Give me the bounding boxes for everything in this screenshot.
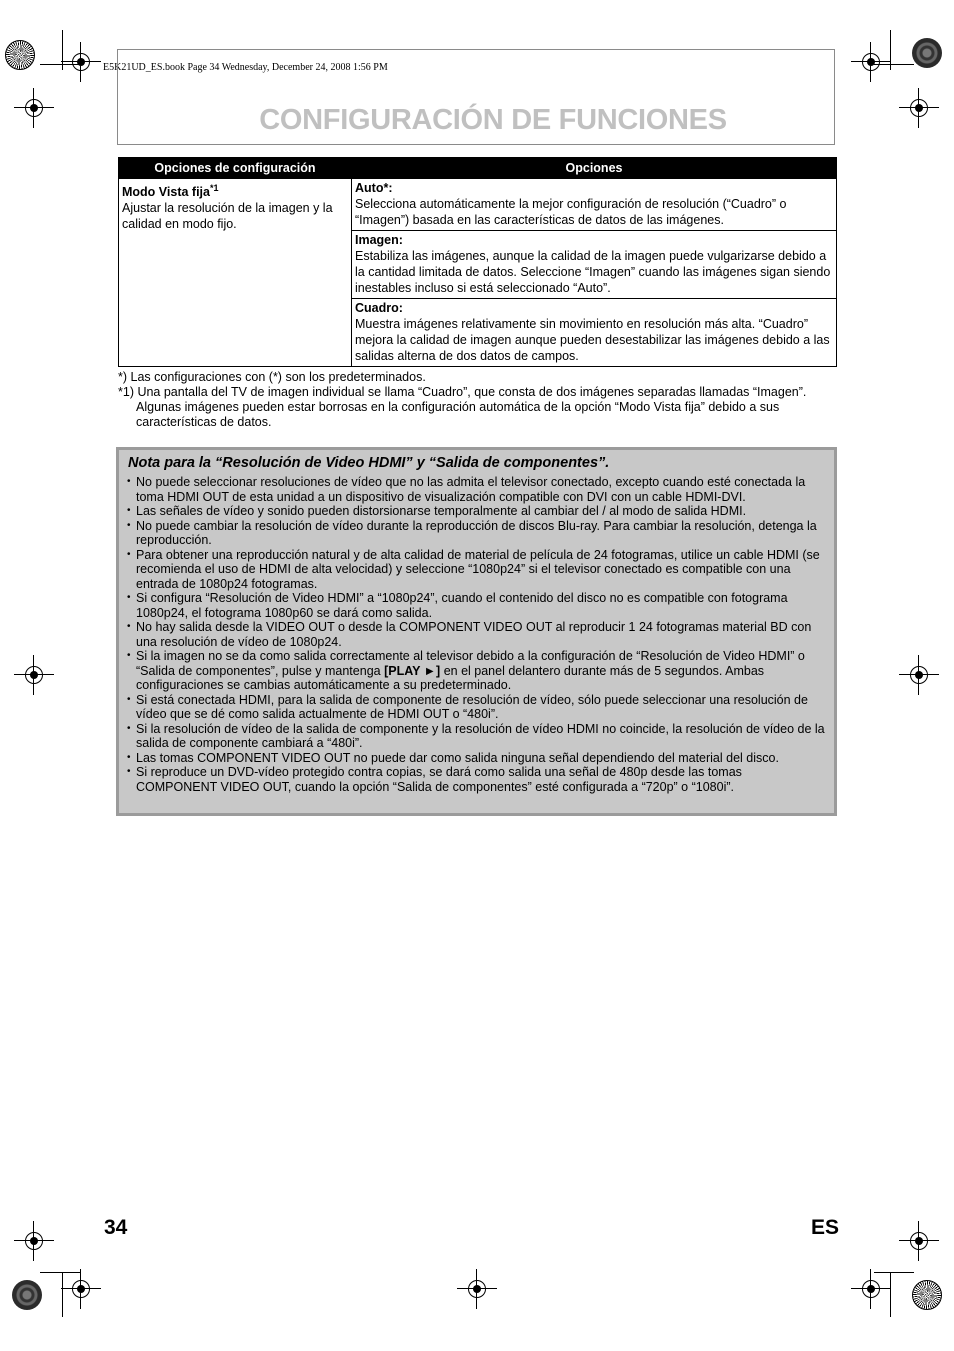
crosshair-mark — [907, 1229, 931, 1253]
crosshair-mark — [907, 96, 931, 120]
crosshair-mark — [907, 663, 931, 687]
option-label: Auto*: — [355, 181, 393, 195]
crosshair-mark — [69, 1277, 93, 1301]
page-number: 34 — [104, 1216, 128, 1239]
footnote-1-continued: características de datos. — [136, 415, 272, 429]
note-title: Nota para la “Resolución de Video HDMI” y “Salida de componentes”. — [128, 455, 610, 471]
crop-mark — [40, 64, 80, 65]
play-key-label: [PLAY ►] — [384, 663, 441, 678]
setting-cell — [119, 179, 352, 367]
list-item-text: en el panel delantero durante más de 5 segundos. Ambas configuraciones se cambias automáticamente a su predeterminado. — [136, 663, 765, 692]
list-item: • Si configura “Resolución de Video HDMI” a “1080p24”, cuando el contenido del disco no es compatible con fotograma 1080p24, el fotograma 1080p60 se dará como salida. — [125, 591, 825, 620]
crop-mark — [62, 1272, 63, 1317]
option-label: Imagen: — [355, 233, 403, 247]
footnote-1-continued: Algunas imágenes pueden estar borrosas en la configuración automática de la opción “Modo Vista fija” debido a sus — [136, 400, 780, 414]
option-text: Muestra imágenes relativamente sin movimiento en resolución más alta. “Cuadro” mejora la calidad de imagen aunque pueden desestabilizar las imágenes debido a las salidas alterna de dos datos de campos. — [355, 317, 830, 363]
table-row — [119, 179, 837, 231]
table-header-setting: Opciones de configuración — [119, 158, 352, 179]
crop-mark — [890, 1272, 891, 1317]
list-item: • No puede cambiar la resolución de vídeo durante la reproducción de discos Blu-ray. Para cambiar la resolución, detenga la reproducción. — [125, 519, 825, 548]
list-item: • No puede seleccionar resoluciones de vídeo que no las admita el televisor conectado, excepto cuando esté conectada la toma HDMI OUT de esta unidad a un dispositivo de visualización compatible con DVI con un cable HDMI-DVI. — [125, 475, 825, 504]
crosshair-mark — [22, 1229, 46, 1253]
footnote-default: *) Las configuraciones con (*) son los predeterminados. — [118, 370, 426, 384]
table-header-row — [119, 158, 837, 179]
list-item: • Las señales de vídeo y sonido pueden distorsionarse temporalmente al cambiar del / al modo de salida HDMI. — [125, 504, 825, 519]
option-cell-auto — [352, 179, 837, 231]
list-item: • No hay salida desde la VIDEO OUT o desde la COMPONENT VIDEO OUT al reproducir 1 24 fotogramas material BD con una resolución de vídeo de 1080p24. — [125, 620, 825, 649]
option-label: Cuadro: — [355, 301, 403, 315]
setting-footnote-ref: *1 — [209, 183, 219, 193]
crosshair-mark — [22, 663, 46, 687]
list-item: • Las tomas COMPONENT VIDEO OUT no puede dar como salida ninguna señal dependiendo del material del disco. — [125, 751, 825, 766]
option-cell-imagen — [352, 231, 837, 299]
crop-mark — [874, 1272, 914, 1273]
crosshair-mark — [859, 50, 883, 74]
crop-mark — [874, 64, 914, 65]
option-text: Estabiliza las imágenes, aunque la calidad de la imagen puede vulgarizarse debido a la cantidad limitada de datos. Seleccione “Imagen” cuando las imágenes sigan siendo inestables incluso si está seleccionado “Auto”. — [355, 249, 831, 295]
table-header-options: Opciones — [352, 158, 837, 179]
language-code: ES — [811, 1216, 840, 1239]
note-list — [125, 475, 825, 794]
footnote-1: *1) Una pantalla del TV de imagen individual se llama “Cuadro”, que consta de dos imágenes separadas llamadas “Imagen”. — [118, 385, 807, 399]
option-text: Selecciona automáticamente la mejor configuración de resolución (“Cuadro” o “Imagen”) basada en las características de datos de las imágenes. — [355, 197, 787, 227]
list-item — [125, 649, 825, 693]
settings-table — [118, 157, 837, 367]
setting-name: Modo Vista fija — [122, 185, 210, 200]
list-item-text: Si la imagen no se da como salida correctamente al televisor debido a la configuración de “Resolución de Video HDMI” o “Salida de componentes”, pulse y mantenga — [136, 649, 805, 678]
crosshair-mark — [69, 50, 93, 74]
crosshair-mark — [859, 1277, 883, 1301]
list-item: • Si reproduce un DVD-vídeo protegido contra copias, se dará como salida una señal de 480p desde las tomas COMPONENT VIDEO OUT, cuando la opción “Salida de componentes” esté configurada a “720p” o “1080i”. — [125, 765, 825, 794]
list-item: • Si está conectada HDMI, para la salida de componente de resolución de vídeo, sólo puede seleccionar una resolución de vídeo que se dé como salida actualmente de HDMI OUT o “480i”. — [125, 693, 825, 722]
crop-mark — [40, 1272, 80, 1273]
print-header: E5K21UD_ES.book Page 34 Wednesday, December 24, 2008 1:56 PM — [103, 62, 388, 73]
setting-description: Ajustar la resolución de la imagen y la calidad en modo fijo. — [122, 201, 333, 232]
registration-rosette-top-right — [912, 38, 942, 68]
registration-rosette-bottom-left — [12, 1280, 42, 1310]
list-item: • Si la resolución de vídeo de la salida de componente y la resolución de vídeo HDMI no coincide, la resolución de vídeo de la salida de componente cambiará a “480i”. — [125, 722, 825, 751]
crosshair-mark — [465, 1277, 489, 1301]
list-item: • Para obtener una reproducción natural y de alta calidad de material de película de 24 fotogramas, utilice un cable HDMI (se recomienda el uso de HDMI de alta velocidad) y seleccione “1080p24” si el televisor conectado es compatible con una entrada de 1080p24 fotogramas. — [125, 548, 825, 592]
footnotes — [118, 370, 838, 430]
page-title: CONFIGURACIÓN DE FUNCIONES — [259, 104, 727, 136]
registration-rosette-top-left — [5, 40, 35, 70]
crosshair-mark — [22, 96, 46, 120]
registration-rosette-bottom-right — [912, 1280, 942, 1310]
option-cell-cuadro — [352, 299, 837, 367]
